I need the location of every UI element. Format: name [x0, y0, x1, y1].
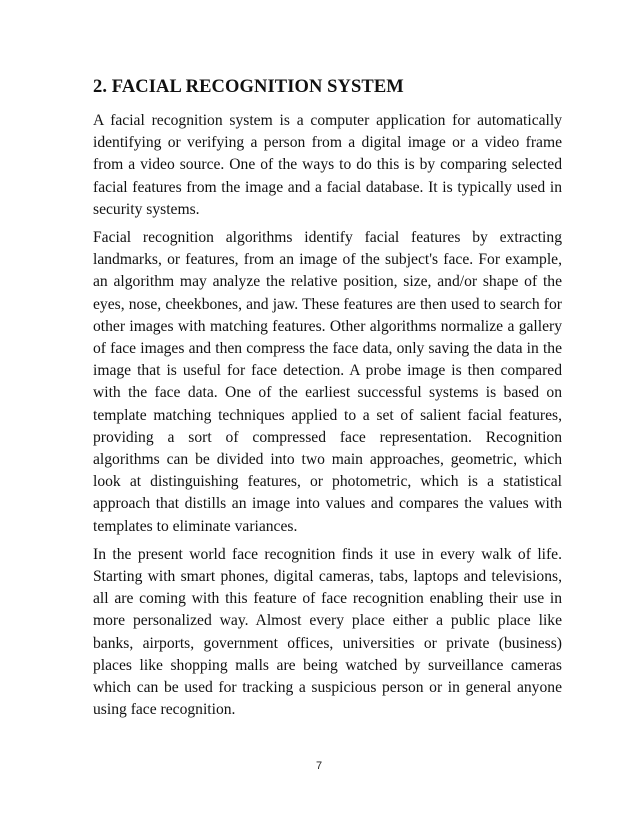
page-number: 7 — [315, 760, 323, 772]
section-heading: 2. FACIAL RECOGNITION SYSTEM — [93, 77, 404, 97]
document-page — [93, 74, 562, 727]
paragraph-applications: In the present world face recognition finds it use in every walk of life. Starting with smart phones, digital cameras, tabs, laptops and televisions, all are coming with this feature of face recognition enabling their use in more personalized way. Almost every place either a public place like banks, airports, government offices, universities or private (business) places like shopping malls are being watched by surveillance cameras which can be used for tracking a suspicious person or in general anyone using face recognition. — [93, 545, 562, 719]
paragraph-algorithms: Facial recognition algorithms identify facial features by extracting landmarks, or features, from an image of the subject's face. For example, an algorithm may analyze the relative position, size, and/or shape of the eyes, nose, cheekbones, and jaw. These features are then used to search for other images with matching features. Other algorithms normalize a gallery of face images and then compress the face data, only saving the data in the image that is useful for face detection. A probe image is then compared with the face data. One of the earliest successful systems is based on template matching techniques applied to a set of salient facial features, providing a sort of compressed face representation. Recognition algorithms can be divided into two main approaches, geometric, which look at distinguishing features, or photometric, which is a statistical approach that distills an image into values and compares the values with templates to eliminate variances. — [93, 229, 562, 535]
paragraph-definition: A facial recognition system is a computer application for automatically identifying or verifying a person from a digital image or a video frame from a video source. One of the ways to do this is by comparing selected facial features from the image and a facial database. It is typically used in security systems. — [93, 112, 562, 218]
